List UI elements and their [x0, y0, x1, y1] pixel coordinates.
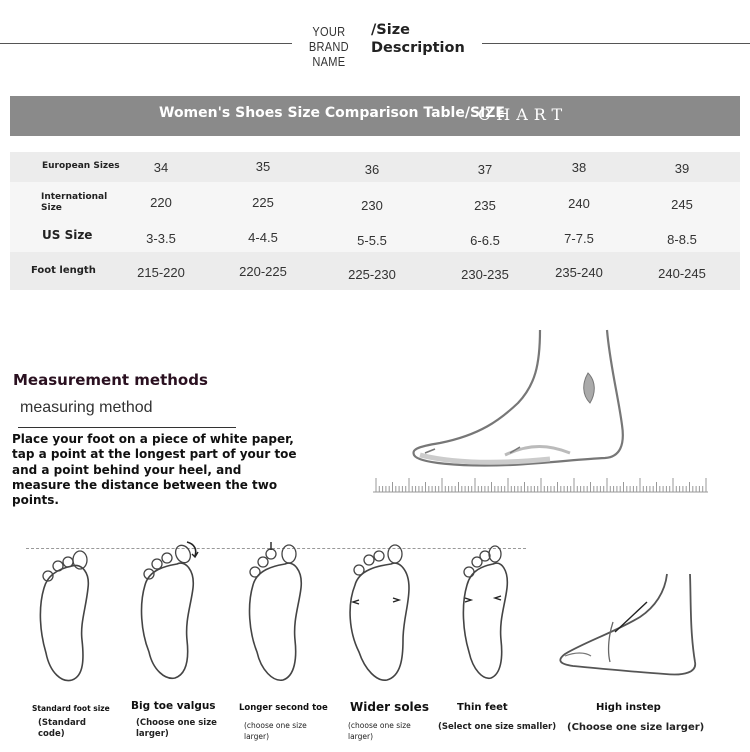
page-title-line1: /Size: [371, 22, 410, 38]
banner-title: Women's Shoes Size Comparison Table/SIZE: [159, 105, 505, 121]
table-cell: 38: [571, 160, 587, 175]
caption-high-instep-title: High instep: [596, 702, 661, 713]
table-cell: 3-3.5: [146, 231, 176, 246]
table-cell: 220-225: [239, 264, 287, 279]
foot-high-instep-illustration: [555, 572, 705, 682]
table-cell: 225: [252, 195, 274, 210]
table-cell: 8-8.5: [667, 232, 697, 247]
banner-chart-word: CHART: [478, 105, 569, 124]
caption-thin-feet-note: (Select one size smaller): [438, 722, 557, 732]
table-cell: 230-235: [461, 267, 509, 282]
page-title: [371, 21, 465, 57]
table-cell: 5-5.5: [357, 233, 387, 248]
caption-second-toe-note: (choose one size larger): [244, 721, 307, 741]
row-label-foot-length: Foot length: [31, 265, 96, 276]
table-cell: 39: [674, 161, 690, 176]
brand-logo: [300, 24, 358, 69]
table-row-european: [10, 152, 740, 182]
caption-thin-feet-title: Thin feet: [457, 702, 508, 713]
caption-big-toe-note: (Choose one size larger): [136, 718, 217, 739]
measurement-title: Measurement methods: [13, 371, 208, 389]
table-cell: 36: [364, 162, 380, 177]
size-table: [10, 152, 740, 290]
measurement-subtitle: measuring method: [20, 399, 153, 416]
row-label-international: International Size: [41, 192, 108, 213]
table-row-foot-length: [10, 252, 740, 290]
foot-longer-second-toe-illustration: [243, 540, 313, 690]
header-rule-left: [0, 43, 292, 44]
header-rule-right: [480, 43, 750, 44]
table-cell: 37: [477, 162, 493, 177]
table-cell: 240: [568, 196, 590, 211]
caption-big-toe-title: Big toe valgus: [131, 700, 216, 712]
foot-thin-feet-illustration: [455, 540, 525, 690]
caption-second-toe-title: Longer second toe: [239, 703, 328, 713]
table-cell: 235-240: [555, 265, 603, 280]
table-cell: 230: [361, 198, 383, 213]
table-cell: 35: [255, 159, 271, 174]
measurement-description: Place your foot on a piece of white paper, tap a point at the longest part of your toe and a point behind your heel, and measure the distance between the two points.: [12, 432, 297, 508]
subtitle-underline: [18, 427, 236, 428]
table-cell: 220: [150, 195, 172, 210]
table-cell: 34: [153, 160, 169, 175]
caption-wider-soles-title: Wider soles: [350, 700, 429, 714]
ruler-illustration: [373, 476, 713, 496]
caption-standard-title: Standard foot size: [32, 704, 110, 713]
table-row-us: [10, 222, 740, 252]
brand-line2: BRAND NAME: [308, 39, 349, 69]
table-cell: 225-230: [348, 267, 396, 282]
caption-high-instep-note: (Choose one size larger): [567, 722, 705, 733]
table-cell: 6-6.5: [470, 233, 500, 248]
brand-line1: YOUR: [312, 24, 346, 39]
table-cell: 4-4.5: [248, 230, 278, 245]
table-row-international: [10, 182, 740, 222]
table-cell: 215-220: [137, 265, 185, 280]
caption-wider-soles-note: (choose one size larger): [348, 721, 411, 741]
foot-standard-illustration: [32, 548, 102, 688]
page-title-line2: Description: [371, 40, 465, 56]
table-cell: 235: [474, 198, 496, 213]
table-cell: 240-245: [658, 266, 706, 281]
foot-big-toe-valgus-illustration: [135, 540, 205, 680]
row-label-european: European Sizes: [42, 161, 120, 171]
table-cell: 245: [671, 197, 693, 212]
table-cell: 7-7.5: [564, 231, 594, 246]
foot-wider-soles-illustration: [345, 540, 425, 690]
row-label-us: US Size: [42, 228, 93, 242]
caption-standard-note: (Standard code): [38, 718, 86, 739]
